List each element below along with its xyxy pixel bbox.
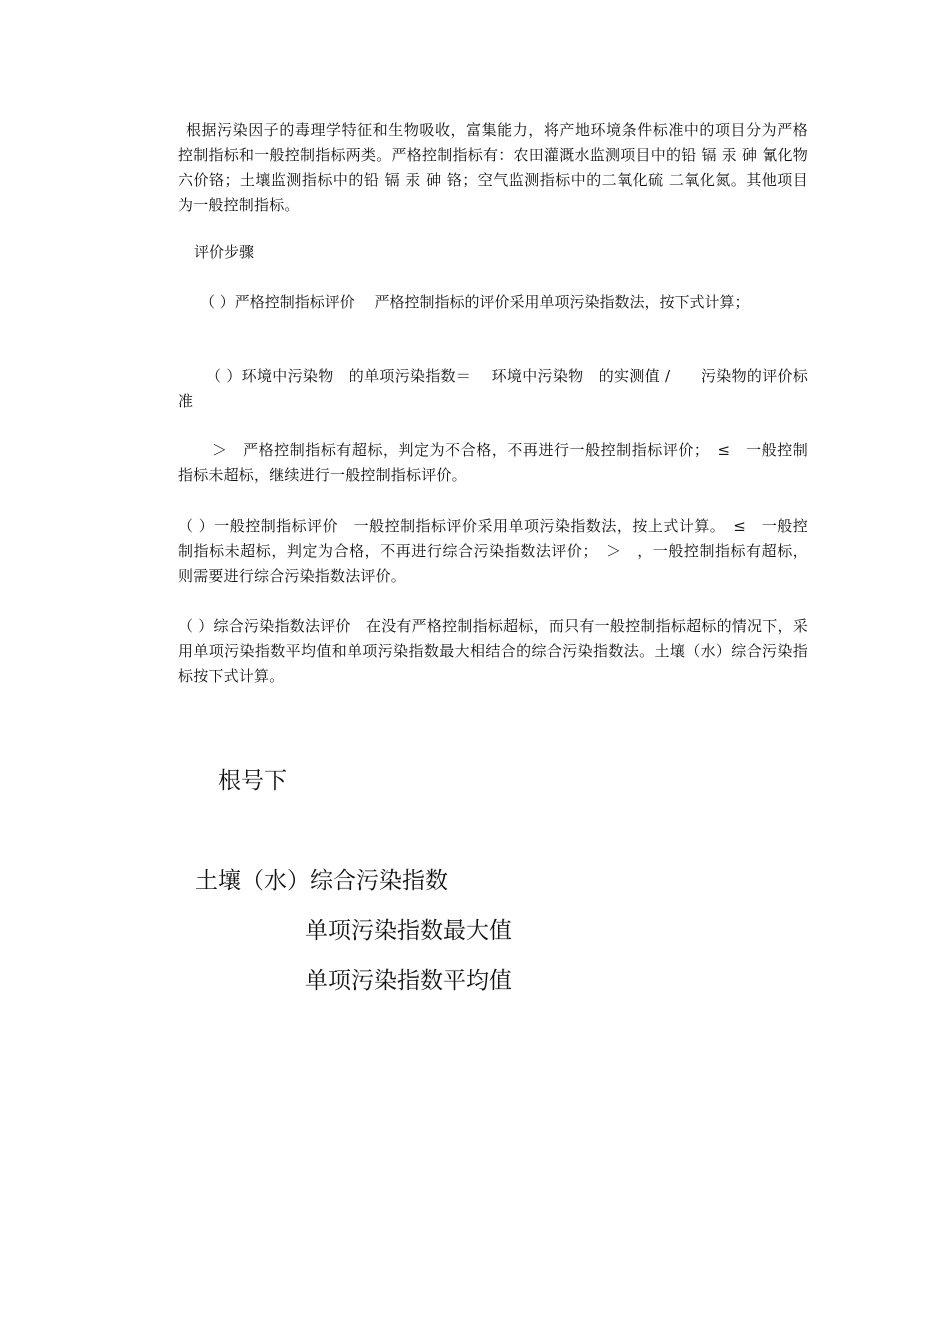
step2-paragraph: （ ）一般控制指标评价 一般控制指标评价采用单项污染指数法，按上式计算。 ≤ 一般控制指标未超标，判定为合格，不再进行综合污染指数法评价； ＞ ，一般控制指标有超标，则需要进行综合污染指数法评价。 [178,517,808,585]
average-index-label: 单项污染指数平均值 [305,968,512,994]
composite-index-label: 土壤（水）综合污染指数 [195,868,448,894]
judgement-paragraph: ＞ 严格控制指标有超标，判定为不合格，不再进行一般控制指标评价； ≤ 一般控制指标未超标，继续进行一般控制指标评价。 [178,441,808,484]
max-index-label: 单项污染指数最大值 [305,918,512,944]
intro-paragraph: 根据污染因子的毒理学特征和生物吸收，富集能力，将产地环境条件标准中的项目分为严格控制指标和一般控制指标两类。严格控制指标有：农田灌溉水监测项目中的铅 镉 汞 砷 氰化物 六价铬；土壤监测指标中的铅 镉 汞 砷 铬；空气监测指标中的二氧化硫 二氧化氮。其他项目为一般控制指标。 [178,121,808,214]
root-label: 根号下 [218,768,287,794]
step1-paragraph: （ ）严格控制指标评价 严格控制指标的评价采用单项污染指数法，按下式计算； [200,293,750,311]
step3-paragraph: （ ）综合污染指数法评价 在没有严格控制指标超标，而只有一般控制指标超标的情况下，采用单项污染指数平均值和单项污染指数最大相结合的综合污染指数法。土壤（水）综合污染指标按下式计算。 [178,617,808,685]
steps-heading: 评价步骤 [194,243,255,261]
formula-description: （ ）环境中污染物 的单项污染指数＝ 环境中污染物 的实测值 / 污染物的评价标准 [178,367,808,410]
